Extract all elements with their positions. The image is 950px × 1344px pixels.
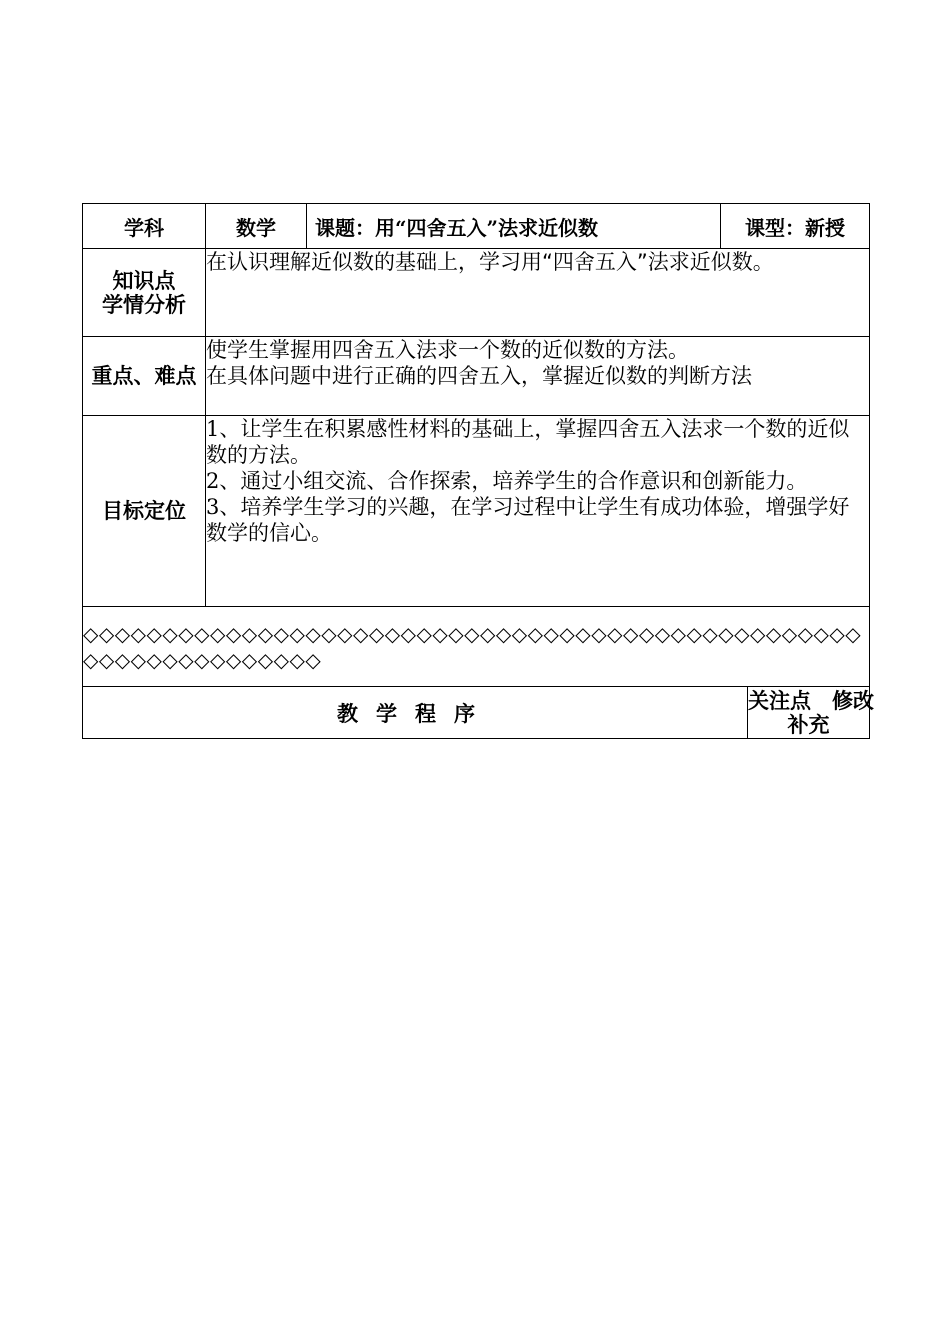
goals-text — [206, 416, 870, 607]
procedure-row — [83, 687, 870, 739]
goal-1: 1、让学生在积累感性材料的基础上，掌握四舍五入法求一个数的近似数的方法。 — [206, 417, 850, 467]
key-points-text — [206, 337, 870, 416]
lesson-plan-sheet — [82, 203, 874, 739]
analysis-text: 在认识理解近似数的基础上，学习用“四舍五入”法求近似数。 — [206, 249, 870, 337]
key-points-row — [83, 337, 870, 416]
lesson-plan-table — [82, 203, 874, 739]
notes-header-line2: 补充 — [787, 712, 830, 737]
separator-row — [83, 607, 870, 687]
goal-2: 2、通过小组交流、合作探索，培养学生的合作意识和创新能力。 — [206, 469, 808, 493]
analysis-row — [83, 249, 870, 337]
topic-title: 课题：用“四舍五入”法求近似数 — [307, 204, 721, 249]
key-point-2: 在具体问题中进行正确的四舍五入，掌握近似数的判断方法 — [206, 364, 752, 388]
key-points-label: 重点、难点 — [83, 337, 206, 416]
goal-3: 3、培养学生学习的兴趣，在学习过程中让学生有成功体验，增强学好数学的信心。 — [206, 495, 850, 545]
lesson-type: 课型：新授 — [721, 204, 870, 249]
goals-row — [83, 416, 870, 607]
key-point-1: 使学生掌握用四舍五入法求一个数的近似数的方法。 — [206, 338, 689, 362]
goals-label: 目标定位 — [83, 416, 206, 607]
subject-label: 学科 — [83, 204, 206, 249]
procedure-title: 教学程序 — [83, 687, 748, 739]
subject-value: 数学 — [206, 204, 307, 249]
analysis-label-line1: 知识点 — [112, 268, 176, 293]
analysis-label — [83, 249, 206, 337]
notes-header-line1: 关注点 修改 — [748, 688, 874, 713]
diamond-separator: ◇◇◇◇◇◇◇◇◇◇◇◇◇◇◇◇◇◇◇◇◇◇◇◇◇◇◇◇◇◇◇◇◇◇◇◇◇◇◇◇◇◇◇◇◇◇◇◇◇◇◇◇◇◇◇◇◇◇◇◇◇◇◇◇ — [83, 607, 870, 687]
analysis-label-line2: 学情分析 — [102, 292, 186, 317]
notes-header — [748, 687, 874, 739]
header-row — [83, 204, 870, 249]
